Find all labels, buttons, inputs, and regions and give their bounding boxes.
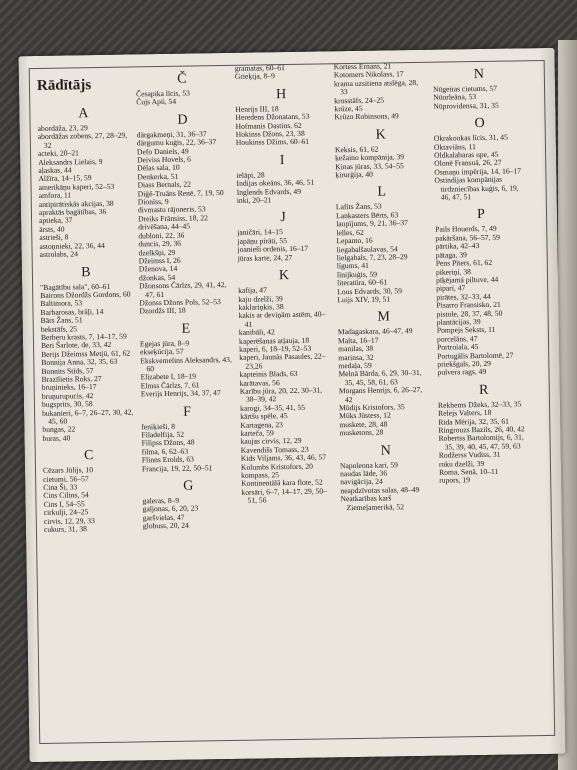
index-entry: bugsprits, 30, 58 — [41, 399, 93, 410]
index-entry: Dionīss, 9 — [137, 196, 169, 207]
index-entry: Beri Šarlote, de, 33, 42 — [40, 340, 112, 351]
index-entry: Portroiala, 45 — [437, 342, 479, 352]
index-entry: aļaskas, 44 — [38, 165, 72, 175]
index-entry: Kartagena, 23 — [240, 419, 283, 430]
index-entry: Francija, 19, 22, 50–51 — [141, 462, 213, 473]
index-entry: Ostindijas kompānijas tirdzniecības kuģis, 6, 19, 46, 47, 51 — [434, 174, 519, 202]
index-entry: divmastu rājoneris, 53 — [137, 204, 206, 215]
index-entry: Cins Cilins, 54 — [43, 490, 89, 501]
index-letter-heading: L — [377, 184, 387, 201]
index-entry: ielāpi, 28 — [236, 170, 265, 180]
index-entry: bruņinieks, 16–17 — [41, 382, 97, 393]
index-entry: ekseķūcija, 57 — [140, 346, 184, 357]
index-entry: Bārs Žans, 51 — [40, 315, 83, 326]
index-entry: pātaga, 39 — [435, 249, 467, 260]
index-entry: Diģē-Truāns Renē, 7, 19, 50 — [137, 187, 224, 199]
index-letter-heading: C — [83, 448, 94, 464]
index-entry: Lafits Žans, 53 — [335, 202, 382, 212]
index-entry: Kids Viljams, 36, 43, 46, 57 — [240, 452, 327, 464]
index-letter-heading: A — [78, 106, 89, 122]
index-entry: liegabalšaulavas, 54 — [336, 243, 398, 254]
index-entry: filma, 6, 62–63 — [141, 446, 189, 457]
index-entry: abordāža, 23, 29 — [37, 123, 88, 133]
index-entry: Napoleona kari, 59 — [339, 459, 399, 470]
index-entry: kaju dzelži, 39 — [238, 293, 283, 304]
index-entry: Barbarosas, brāļi, 14 — [40, 306, 104, 317]
index-entry: amerikāņu kaperi, 52–53 — [38, 181, 115, 192]
index-entry: garšvielas, 47 — [142, 512, 185, 523]
index-entry: Pompejs Seksts, 11 — [436, 325, 496, 336]
index-entry: pakāršana, 56–57, 59 — [435, 232, 500, 243]
index-entry: "Bagātību sala", 60–61 — [40, 281, 111, 292]
index-entry: galjonas, 6, 20, 23 — [142, 503, 199, 514]
index-letter-heading: O — [474, 116, 485, 132]
index-entry: lielgabals, 7, 23, 28–29 — [336, 252, 408, 263]
index-entry: Kotomers Nikolass, 17 — [333, 69, 404, 80]
index-entry: līgums, 41 — [336, 261, 369, 271]
index-entry: Melnā Bārda, 6, 29, 30–31, 35, 45, 58, 61, 63 — [338, 368, 422, 387]
index-entry: Filipss Džons, 48 — [141, 437, 195, 448]
index-letter-heading: M — [377, 309, 390, 325]
index-entry: janičāri, 14–15 — [237, 227, 283, 238]
index-entry: antipirātiskās akcijas, 38 — [38, 198, 114, 209]
index-entry: Cins I, 54–55 — [43, 499, 85, 509]
index-entry: medaļa, 59 — [338, 360, 372, 371]
index-entry: Dreiks Frānsiss, 18, 22 — [137, 213, 208, 224]
index-entry: Aleksandrs Lielais, 9 — [38, 156, 103, 167]
index-entry: Oldkalabaras upe, 45 — [434, 149, 499, 160]
index-entry: Keksis, 61, 62 — [334, 144, 379, 155]
index-entry: pipari, 47 — [436, 283, 466, 294]
index-entry: muskete, 28, 48 — [339, 419, 388, 430]
index-entry: plantācijas, 39 — [436, 316, 481, 327]
index-entry: Robertss Bartolomijs, 6, 31, 35, 39, 40, 45, 47, 59, 63 — [438, 432, 524, 452]
index-entry: kanibāli, 42 — [238, 327, 275, 337]
index-entry: Džeimss I, 26 — [138, 255, 181, 266]
index-entry: pulvera rags, 49 — [437, 367, 487, 378]
index-entry: krūze, 45 — [334, 103, 363, 114]
index-entry: Pisarro Fransisko, 21 — [436, 299, 501, 310]
index-entry: cietumi, 56–57 — [43, 473, 89, 484]
index-entry: pīķējamā piltuve, 44 — [435, 274, 499, 285]
index-entry: karātavas, 56 — [239, 377, 280, 388]
index-entry: Neatkarības karš Ziemeļamerikā, 52 — [340, 493, 405, 512]
index-entry: Rodžerss Vudiss, 31 — [438, 449, 501, 460]
index-entry: Filadelfija, 52 — [141, 429, 185, 440]
index-entry: roku dzelži, 39 — [438, 458, 485, 469]
index-entry: cirkulji, 24–25 — [43, 507, 89, 518]
index-entry: Dženova, 14 — [138, 264, 178, 274]
index-entry: kompass, 25 — [241, 470, 280, 480]
index-letter-heading: K — [278, 268, 290, 284]
index-entry: dārgakmeņi, 31, 36–37 — [136, 129, 207, 140]
index-entry: naudas lāde, 36 — [340, 468, 388, 479]
index-entry: abordāžas zobens, 27, 28–29, 32 — [37, 130, 128, 150]
index-letter-heading: B — [81, 264, 91, 280]
index-entry: lelles, 62 — [336, 227, 364, 237]
index-entry: Flinns Erolds, 63 — [141, 454, 195, 465]
index-entry: Lepanto, 16 — [336, 235, 373, 246]
index-letter-heading: K — [375, 127, 386, 143]
index-entry: musketons, 28 — [339, 427, 384, 438]
index-letter-heading: Č — [177, 71, 187, 87]
index-entry: jūras karte, 24, 27 — [237, 252, 293, 263]
index-entry: Relejs Valters, 18 — [438, 408, 492, 418]
index-entry: Heredens Džonatans, 53 — [235, 111, 310, 123]
index-entry: literatūra, 60–61 — [337, 277, 388, 288]
index-entry: pistole, 28, 37, 48, 50 — [436, 308, 503, 319]
index-entry: Oktaviāns, 11 — [433, 141, 476, 152]
index-entry: Hofmanis Dastins, 62 — [235, 120, 302, 131]
index-entry: amfora, 11 — [38, 190, 72, 201]
index-entry: Ekskvemelins Aleksandrs, 43, 60 — [140, 354, 232, 374]
index-entry: Nūorleāna, 53 — [433, 92, 477, 103]
index-column-1 — [37, 67, 136, 535]
index-entry: Mūks Jūstess, 12 — [339, 410, 391, 421]
index-entry: kakis ar deviņām astēm, 40–41 — [238, 309, 326, 329]
index-letter-heading: D — [177, 112, 188, 128]
index-entry: Luijs XIV, 19, 51 — [337, 294, 391, 305]
index-entry: Hokinss Džons, 23, 38 — [235, 128, 305, 139]
index-entry: Kortess Ernans, 21 — [333, 61, 392, 72]
index-letter-heading: I — [279, 152, 285, 169]
index-entry: Inglends Edvards, 49 — [236, 186, 302, 197]
index-entry: astoņnieki, 22, 36, 44 — [39, 240, 105, 251]
index-entry: Egejas jūra, 8–9 — [139, 338, 190, 349]
index-entry: kaperēšanas atļauja, 18 — [238, 335, 310, 346]
index-entry: kaujas cirvis, 12, 29 — [240, 436, 302, 447]
index-entry: duncis, 29, 36 — [138, 238, 182, 249]
index-entry: Kavendišs Tomass, 23 — [240, 444, 309, 455]
index-entry: Deiviss Hovels, 6 — [137, 154, 191, 165]
index-letter-heading: R — [479, 382, 489, 398]
index-entry: astrolabs, 24 — [39, 249, 79, 260]
index-entry: neapdzīvotas salas, 48–49 — [340, 484, 420, 496]
index-entry: krosstāfs, 24–25 — [334, 95, 385, 105]
index-column-3 — [235, 63, 334, 505]
index-entry: Okrakoukas līcis, 31, 45 — [433, 132, 508, 143]
index-entry: Rekhems Džeks, 32–33, 35 — [437, 399, 522, 410]
index-entry: Ķinas jūras, 33, 54–55 — [335, 160, 404, 171]
index-entry: Lankasters Bērts, 63 — [335, 210, 399, 221]
index-entry: Malta, 16–17 — [337, 335, 379, 346]
index-entry: kaklariņkis, 38 — [238, 302, 284, 312]
index-entry: Madagaskara, 46–47, 49 — [337, 326, 413, 337]
index-entry: cirvis, 12, 29, 33 — [43, 515, 95, 526]
index-entry: Grieķija, 8–9 — [234, 71, 275, 82]
index-entry: aptieka, 37 — [39, 215, 73, 226]
index-entry: dubloni, 22, 36 — [138, 230, 185, 241]
index-entry: Elmss Čārlzs, 7, 61 — [140, 380, 200, 391]
index-entry: Diass Bernals, 22 — [137, 179, 191, 190]
index-entry: Portugālis Bartolomē, 27 — [437, 350, 514, 361]
index-entry: dzelkšņi, 29 — [138, 247, 176, 257]
index-entry: krama uzsitiena atslēga, 28, 33 — [333, 77, 419, 97]
index-entry: Česapika līcis, 53 — [136, 88, 190, 99]
index-entry: Denkerka, 51 — [137, 171, 179, 182]
index-entry: Morgans Henrijs, 6, 26–27, 42 — [338, 385, 423, 404]
index-entry: drivēšana, 44–45 — [138, 221, 191, 232]
index-entry: Lous Edvards, 30, 59 — [337, 285, 403, 296]
index-entry: kaperi, Jaunās Pasaules, 22–23,26 — [239, 351, 326, 371]
index-entry: korsāri, 6–7, 14–17, 29, 50–51, 56 — [241, 486, 328, 505]
index-entry: Berberu krasts, 7, 14–17, 59 — [40, 331, 127, 342]
index-entry: ķežaino kompānija, 39 — [335, 152, 405, 163]
index-entry: karteča, 59 — [240, 428, 274, 438]
index-entry: joanieši ordenis, 16–17 — [237, 244, 309, 255]
index-entry: acteki, 20–21 — [37, 148, 80, 159]
index-letter-heading: H — [275, 86, 287, 103]
index-entry: Kolumbs Kristofors, 20 — [240, 461, 313, 472]
index-entry: Pens Pīters, 61, 62 — [435, 257, 493, 268]
index-entry: Indijas okeāns, 36, 46, 51 — [236, 177, 315, 189]
index-entry: Brazīlietis Roks, 27 — [41, 373, 102, 384]
index-entry: Alžīra, 14–15, 59 — [38, 173, 92, 184]
index-letter-heading: G — [183, 478, 194, 494]
index-entry: dārgumu kuģis, 22, 36–37 — [136, 137, 217, 148]
index-entry: Berijs Džeimss Metjū, 61, 62 — [41, 348, 131, 359]
index-entry: Nūgeitas cietums, 57 — [432, 83, 498, 94]
index-entry: Elizabete I, 18–19 — [140, 371, 197, 382]
index-entry: Bonnits Stīds, 57 — [41, 365, 94, 376]
index-entry: galeras, 8–9 — [142, 495, 180, 506]
index-entry: Krūzo Robinsons, 49 — [334, 111, 399, 122]
index-letter-heading: E — [181, 321, 191, 337]
index-entry: gramatas, 60–61 — [234, 63, 285, 73]
index-entry: Bairons Džordžs Gordons, 60 — [40, 289, 131, 300]
index-entry: Čujs Apū, 54 — [136, 97, 177, 107]
index-entry: astrieši, 8 — [39, 232, 69, 243]
index-entry: Karību jūra, 20, 22, 30–31, 38–39, 42 — [239, 385, 323, 405]
index-entry: Osmaņu impērija, 14, 16–17 — [434, 166, 522, 177]
index-entry: rupors, 19 — [439, 475, 471, 486]
index-entry: Džonss Džons Pols, 52–53 — [139, 297, 221, 308]
index-entry: Cina Ši, 33 — [43, 482, 78, 492]
index-entry: feniķieši, 8 — [141, 421, 176, 431]
page-title: Rādītājs — [36, 77, 92, 94]
index-entry: priekšgals, 20, 29 — [437, 358, 492, 369]
index-entry: buras, 40 — [42, 433, 71, 443]
index-letter-heading: N — [380, 443, 391, 459]
index-entry: pārtika, 42–43 — [435, 241, 480, 252]
index-entry: japāņu pirāti, 55 — [237, 235, 288, 246]
index-entry: Džonsons Čārlzs, 29, 41, 42, 47, 61 — [139, 280, 227, 299]
index-entry: apraktās bagātības, 36 — [38, 206, 107, 218]
index-entry: Houkinss Džims, 60–61 — [235, 137, 310, 148]
index-entry: ķirurģija, 40 — [335, 169, 374, 180]
index-column-2 — [136, 65, 235, 531]
index-letter-heading: P — [477, 207, 486, 223]
index-entry: līnijkuģis, 59 — [336, 269, 378, 279]
index-entry: Pails Houerds, 7, 49 — [435, 224, 497, 235]
index-entry: manilas, 38 — [338, 343, 374, 354]
index-entry: cukurs, 31, 38 — [43, 524, 88, 534]
index-entry: Baltimora, 53 — [40, 298, 83, 309]
index-entry: džonkas, 54 — [138, 272, 176, 283]
index-entry: Kontinentālā kara flote, 52 — [241, 477, 323, 489]
index-entry: inki, 20–21 — [236, 195, 272, 205]
index-entry: kafija, 47 — [238, 285, 267, 295]
index-letter-heading: J — [280, 210, 286, 226]
index-entry: pikeriņi, 38 — [435, 266, 472, 277]
index-entry: Everijs Henrijs, 34, 37, 47 — [140, 388, 221, 399]
index-page — [18, 48, 565, 762]
index-entry: marinsa, 32 — [338, 352, 374, 362]
index-entry: Olonē Fransuā, 26, 27 — [434, 158, 502, 169]
index-entry: laupījums, 9, 21, 36–37 — [336, 218, 408, 229]
index-entry: Dzordžs III, 18 — [139, 306, 186, 316]
index-entry: Nūprovidensa, 31, 35 — [433, 100, 499, 111]
index-entry: Ringrouzs Bazils, 26, 40, 42 — [438, 424, 525, 435]
index-entry: bungas, 22 — [42, 424, 76, 435]
index-entry: pirātes, 32–33, 44 — [436, 291, 491, 302]
index-entry: Rida Mērija, 32, 35, 61 — [438, 416, 510, 427]
index-entry: karogi, 34–35, 41, 55 — [239, 402, 306, 413]
index-entry: kārtšu spēle, 45 — [240, 411, 288, 422]
index-entry: Roma, Senā, 10–11 — [439, 466, 499, 477]
index-letter-heading: F — [183, 404, 192, 420]
index-entry: navigācija, 24 — [340, 477, 383, 487]
index-column-5 — [433, 60, 532, 485]
index-entry: porcelāns, 47 — [436, 333, 478, 344]
index-column-4 — [334, 62, 433, 512]
index-entry: bukanieri, 6–7, 26–27, 30, 42, 45, 60 — [42, 407, 134, 426]
index-entry: Cēzars Jūlijs, 10 — [42, 465, 94, 476]
index-entry: Henrijs III, 18 — [235, 103, 279, 114]
index-entry: Mūdijs Kristofors, 35 — [338, 402, 405, 413]
index-entry: bruņurupucis, 42 — [41, 390, 94, 401]
index-entry: kaperi, 6, 18–19, 52–53 — [239, 343, 312, 354]
index-letter-heading: N — [473, 66, 485, 83]
index-entry: Bonnija Anna, 32, 35, 63 — [41, 356, 118, 368]
index-entry: ārsts, 40 — [39, 224, 65, 234]
index-entry: Defo Daniels, 49 — [136, 146, 189, 157]
index-entry: globuss, 20, 24 — [142, 520, 189, 531]
index-entry: bekstāfs, 25 — [40, 323, 78, 334]
index-entry: Dēlas sala, 10 — [137, 163, 180, 173]
index-entry: kapteinis Blads, 63 — [239, 369, 298, 379]
